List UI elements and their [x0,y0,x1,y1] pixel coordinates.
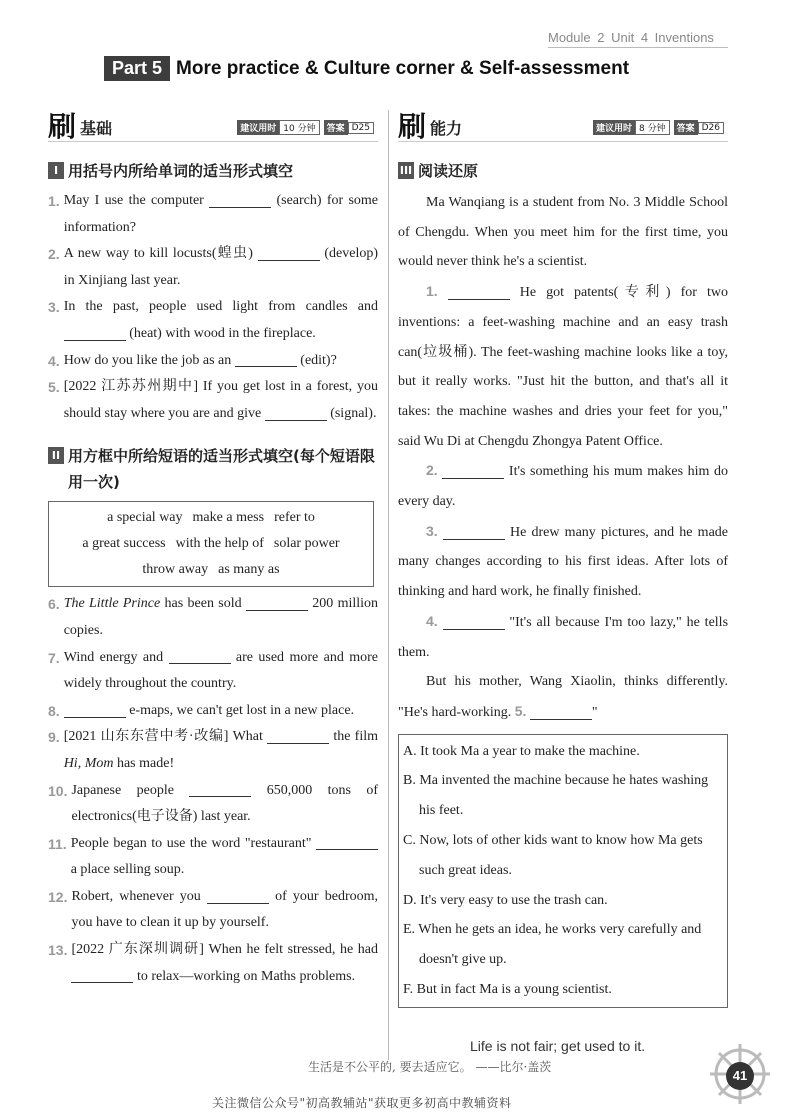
question-12: 12. Robert, whenever you of your bedroom, you have to clean it up by yourself. [48,888,379,931]
passage-paragraph: But his mother, Wang Xiaolin, thinks differently. "He's hard-working. 5. " [398,674,728,720]
ability-section-header [398,108,728,142]
phrase: solar power [273,536,340,552]
exercise-heading-3: III 阅读还原 [399,162,479,180]
time-answer-meta [237,120,378,135]
question-7: 7. Wind energy and are used more and more widely throughout the country. [48,649,379,692]
exercise-heading-1: I 用括号内所给单词的适当形式填空 [48,158,378,184]
answer-blank[interactable] [316,836,378,850]
phrase-box [48,501,374,587]
exercise-heading-2: II 用方框中所给短语的适当形式填空(每个短语限用一次) [48,443,378,495]
page-title: More practice & Culture corner & Self-assessment [176,57,630,79]
question-10: 10. Japanese people 650,000 tons of electronics(电子设备) last year. [48,782,378,825]
passage-paragraph: 2. It's something his mum makes him do every day. [398,462,729,510]
answer-blank[interactable] [267,730,329,744]
phrase: a special way [107,510,183,526]
option-c: C. Now, lots of other kids want to know how Ma gets such great ideas. [403,833,703,878]
answer-blank[interactable] [530,706,592,720]
answer-blank[interactable] [443,526,505,540]
question-2: 2. A new way to kill locusts(蝗虫) (develop) in Xinjiang last year. [48,246,379,288]
answer-blank[interactable] [64,327,126,341]
question-4: 4. How do you like the job as an (edit)? [48,352,337,369]
phrase: make a mess [192,510,265,526]
answer-blank[interactable] [265,407,327,421]
part-label: Part 5 [104,56,170,81]
options-box [398,734,728,1008]
passage-paragraph: 3. He drew many pictures, and he made many changes according to his first ideas. After lots of thinking and hard work, he finally finished. [398,522,729,600]
time-label: 建议用时 [593,120,635,135]
question-13: 13. [2022 广东深圳调研] When he felt stressed, he had to relax—working on Maths problems. [48,942,378,984]
answer-blank[interactable] [443,616,505,630]
basic-section-header [48,108,378,142]
answer-blank[interactable] [189,783,251,797]
passage-paragraph: Ma Wanqiang is a student from No. 3 Middle School of Chengdu. When you meet him for the first time, you would never think he's a scientist. [398,195,728,270]
answer-page: D26 [698,122,724,134]
section-icon-char: 刷 [398,109,427,143]
breadcrumb: Module 2 Unit 4 Inventions [548,30,728,48]
phrase: as many as [218,562,280,578]
footer-quote-en: Life is not fair; get used to it. [470,1038,646,1054]
section-name: 能力 [430,119,463,138]
passage-paragraph: 4. "It's all because I'm too lazy," he tells them. [398,612,729,660]
option-a: A. It took Ma a year to make the machine. [403,743,640,759]
time-answer-meta [593,120,728,135]
question-6: 6. The Little Prince has been sold 200 million copies. [48,596,379,638]
phrase: a great success [82,536,166,552]
answer-blank[interactable] [209,194,271,208]
option-e: E. When he gets an idea, he works very carefully and doesn't give up. [403,922,702,968]
option-b: B. Ma invented the machine because he hates washing his feet. [403,773,709,819]
answer-blank[interactable] [258,247,320,261]
answer-blank[interactable] [246,597,308,611]
question-5: 5. [2022 江苏苏州期中] If you get lost in a forest, you should stay where you are and give (signal). [48,379,378,421]
footer-note: 关注微信公众号"初高教辅站"获取更多初高中教辅资料 [212,1096,512,1110]
answer-blank[interactable] [169,650,231,664]
left-column [48,108,378,990]
time-value: 10 分钟 [279,120,319,135]
answer-page: D25 [348,122,374,134]
question-8: 8. e-maps, we can't get lost in a new place. [48,702,355,719]
time-value: 8 分钟 [635,120,670,135]
part-title-bar [104,56,629,81]
column-divider [388,110,389,1060]
passage-paragraph: 1. He got patents(专利) for two inventions: a feet-washing machine and an easy trash can(垃圾桶). The feet-washing machine looks like a toy, but it really works. "Just hit the button, and that's all it takes: the machine washes and dries your feet for you," said Wu Di at Chengdu Zhongya Patent Office. [398,283,728,449]
question-9: 9. [2021 山东东营中考·改编] What the film Hi, Mom has made! [48,729,378,771]
page-number: 41 [726,1062,754,1090]
right-column [398,108,728,1008]
question-3: 3. In the past, people used light from candles and (heat) with wood in the fireplace. [48,299,378,341]
question-1: 1. May I use the computer (search) for some information? [48,193,379,235]
answer-blank[interactable] [207,890,269,904]
phrase: refer to [274,510,315,526]
phrase: throw away [142,562,209,578]
section-icon-char: 刷 [48,109,77,143]
answer-blank[interactable] [64,704,126,718]
answer-blank[interactable] [235,353,297,367]
section-name: 基础 [80,119,113,138]
phrase: with the help of [175,536,264,552]
footer-quote-cn: 生活是不公平的, 要去适应它。 ——比尔·盖茨 [308,1060,552,1074]
answer-blank[interactable] [442,465,504,479]
answer-label: 答案 [324,120,348,135]
answer-blank[interactable] [71,969,133,983]
answer-label: 答案 [674,120,698,135]
answer-blank[interactable] [448,286,510,300]
option-d: D. It's very easy to use the trash can. [403,892,608,908]
option-f: F. But in fact Ma is a young scientist. [403,982,612,998]
question-11: 11. People began to use the word "restaurant" a place selling soup. [48,831,378,884]
time-label: 建议用时 [237,120,279,135]
